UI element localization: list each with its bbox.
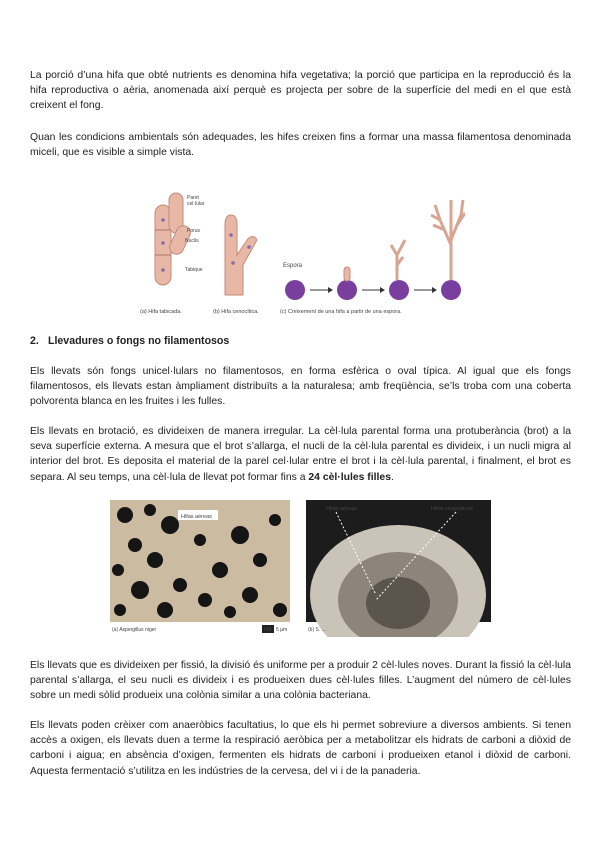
label-wall-2: cel·lular xyxy=(187,201,205,207)
budding-text: Els llevats en brotació, es divideixen de manera irregular. La cèl·lula parental forma una protuberància (brot) a la seva superfície externa. A mesura que el brot s’allarga, el nucli de la cèl·lula parental es divideix, i un nucli migra al interior del brot. Es deposita el material de la parel cel·lular entre el brot i la cèl·lula parental, i finalment, el brot es separa. Al seu temps, una cèl·lula de llevat pot formar fins a xyxy=(30,426,571,483)
caption-colony: (b) S. ... xyxy=(308,627,326,633)
paragraph-mycelium: Quan les condicions ambientals són adequades, les hifes creixen fins a formar una massa filamentosa denominada miceli, que es visible a simple vista. xyxy=(30,132,571,159)
colony-photo xyxy=(306,500,491,637)
label-nuclei: Nuclis xyxy=(185,238,199,244)
label-vegetative: Hifas vegetativas xyxy=(431,506,473,512)
caption-micrograph: (a) Aspergillus niger xyxy=(112,627,157,633)
paragraph-fission: Els llevats que es divideixen per fissió, la divisió és uniforme per a produir 2 cèl·lules noves. Durant la fissió la cèl·lula parental s’allarga, el seu nucli es divideix i es produeixen dues cèl·lules filles. L’augment del número de cèl·lules sobre un medi sòlid produeix una colònia similar a una colònia bacteriana. xyxy=(30,660,571,702)
mag-badge: LM xyxy=(264,627,271,633)
label-aerial-a: Hifas aéreas xyxy=(181,514,212,520)
micrograph-photo xyxy=(110,500,290,637)
budding-bold: 24 cèl·lules filles xyxy=(308,471,391,483)
label-septum: Tabique xyxy=(185,267,203,273)
paragraph-hypha-types: La porció d’una hifa que obté nutrients es denomina hifa vegetativa; la porció que participa en la reproducció és la hifa reproductiva o aèria, anomenada així perquè es projecta per sobre de la superfície del medi en el que està creixent el fong. xyxy=(30,70,571,112)
coenocytic-hypha-illustration xyxy=(225,215,257,295)
heading-title: Llevadures o fongs no filamentosos xyxy=(48,335,230,347)
spore-growth-sequence xyxy=(285,200,465,300)
label-aerial-b: Hifas aéreas xyxy=(326,506,357,512)
caption-a: (a) Hifa tabicada. xyxy=(140,309,182,315)
paragraph-yeasts-intro: Els llevats són fongs unicel·lulars no filamentosos, en forma esfèrica o oval típica. Al igual que els fongs filamentosos, els llevats estan àmpliament distribuïts a la naturalesa; amb freqüència, se’ls troba com una coberta polvorenta blanca en les fruites i les fulles. xyxy=(30,366,571,408)
heading-number: 2. xyxy=(30,335,39,347)
label-wall: Paret xyxy=(187,195,199,201)
paragraph-anaerobic: Els llevats poden crèixer com anaeròbics facultatius, lo que els hi permet sobreviure a diversos ambients. Si tenen accès a oxigen, els llevats duen a terme la respiració aeròbica per a metabolitzar els hidrats de carboni a diòxid de carboni i aigua; en absència d’oxigen, fermenten els hidrats de carboni i produeixen etanol i diòxid de carboni. Aquesta fermentació s’utilitza en les indústries de la cervesa, del vi i de la panaderia. xyxy=(30,720,571,777)
paragraph-budding xyxy=(30,424,571,485)
label-spore: Espora xyxy=(283,263,303,269)
caption-c: (c) Creixement de una hifa a partir de una espora. xyxy=(280,309,402,315)
caption-b: (b) Hifa cenocítica. xyxy=(213,309,259,315)
budding-end: . xyxy=(390,471,394,483)
label-pore: Porus xyxy=(187,228,201,234)
section-heading xyxy=(30,335,229,347)
hyphae-figure xyxy=(135,185,465,320)
scale-bar: 5 µm xyxy=(276,627,288,633)
